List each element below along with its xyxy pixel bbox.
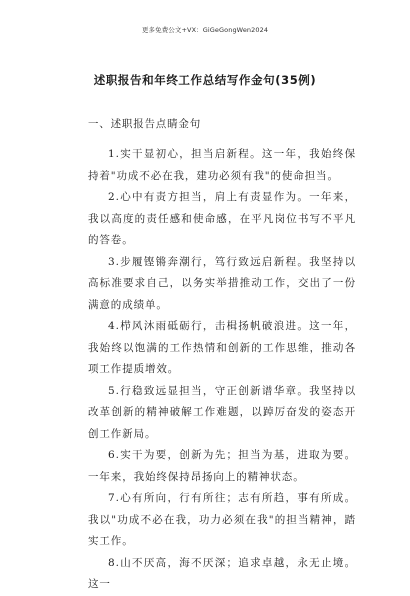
- paragraph-5-text: 5.行稳致远显担当，守正创新谱华章。我坚持以改革创新的精神破解工作难题，以踔厉奋发的姿态开创工作新局。: [88, 384, 356, 440]
- document-body: [88, 116, 356, 596]
- paragraph-3: [88, 252, 356, 317]
- document-title: 述职报告和年终工作总结写作金句(35例): [93, 73, 317, 87]
- paragraph-4: [88, 316, 356, 381]
- paragraph-8-text: 8.山不厌高，海不厌深；追求卓越，永无止境。这一: [88, 556, 356, 590]
- section-heading: 一、述职报告点睛金句: [88, 118, 201, 130]
- paragraph-8: [88, 553, 356, 596]
- header-note: 更多免费公文+VX：GiGeGongWen2024: [141, 26, 269, 34]
- paragraph-6-text: 6.实干为要，创新为先；担当为基，进取为要。一年来，我始终保持昂扬向上的精神状态。: [88, 449, 356, 483]
- paragraph-7-text: 7.心有所向，行有所往；志有所趋，事有所成。我以"功成不必在我，功力必须在我"的担当精神，踏实工作。: [88, 492, 356, 547]
- paragraph-3-text: 3.步履铿锵奔潮行，笃行致远启新程。我坚持以高标准要求自己，以务实举措推动工作，交出了一份满意的成绩单。: [88, 255, 356, 311]
- paragraph-1-text: 1.实干显初心，担当启新程。这一年，我始终保持着"功成不必在我，建功必须有我"的使命担当。: [88, 148, 356, 182]
- paragraph-7: [88, 488, 356, 553]
- paragraph-2: [88, 187, 356, 252]
- paragraph-1: [88, 144, 356, 187]
- paragraph-5: [88, 381, 356, 446]
- paragraph-2-text: 2.心中有责方担当，肩上有责显作为。一年来，我以高度的责任感和使命感，在平凡岗位书写不平凡的答卷。: [88, 191, 356, 246]
- paragraph-6: [88, 445, 356, 488]
- paragraph-4-text: 4.栉风沐雨砥砺行，击楫扬帆破浪进。这一年，我始终以饱满的工作热情和创新的工作思维，推动各项工作提质增效。: [88, 320, 356, 375]
